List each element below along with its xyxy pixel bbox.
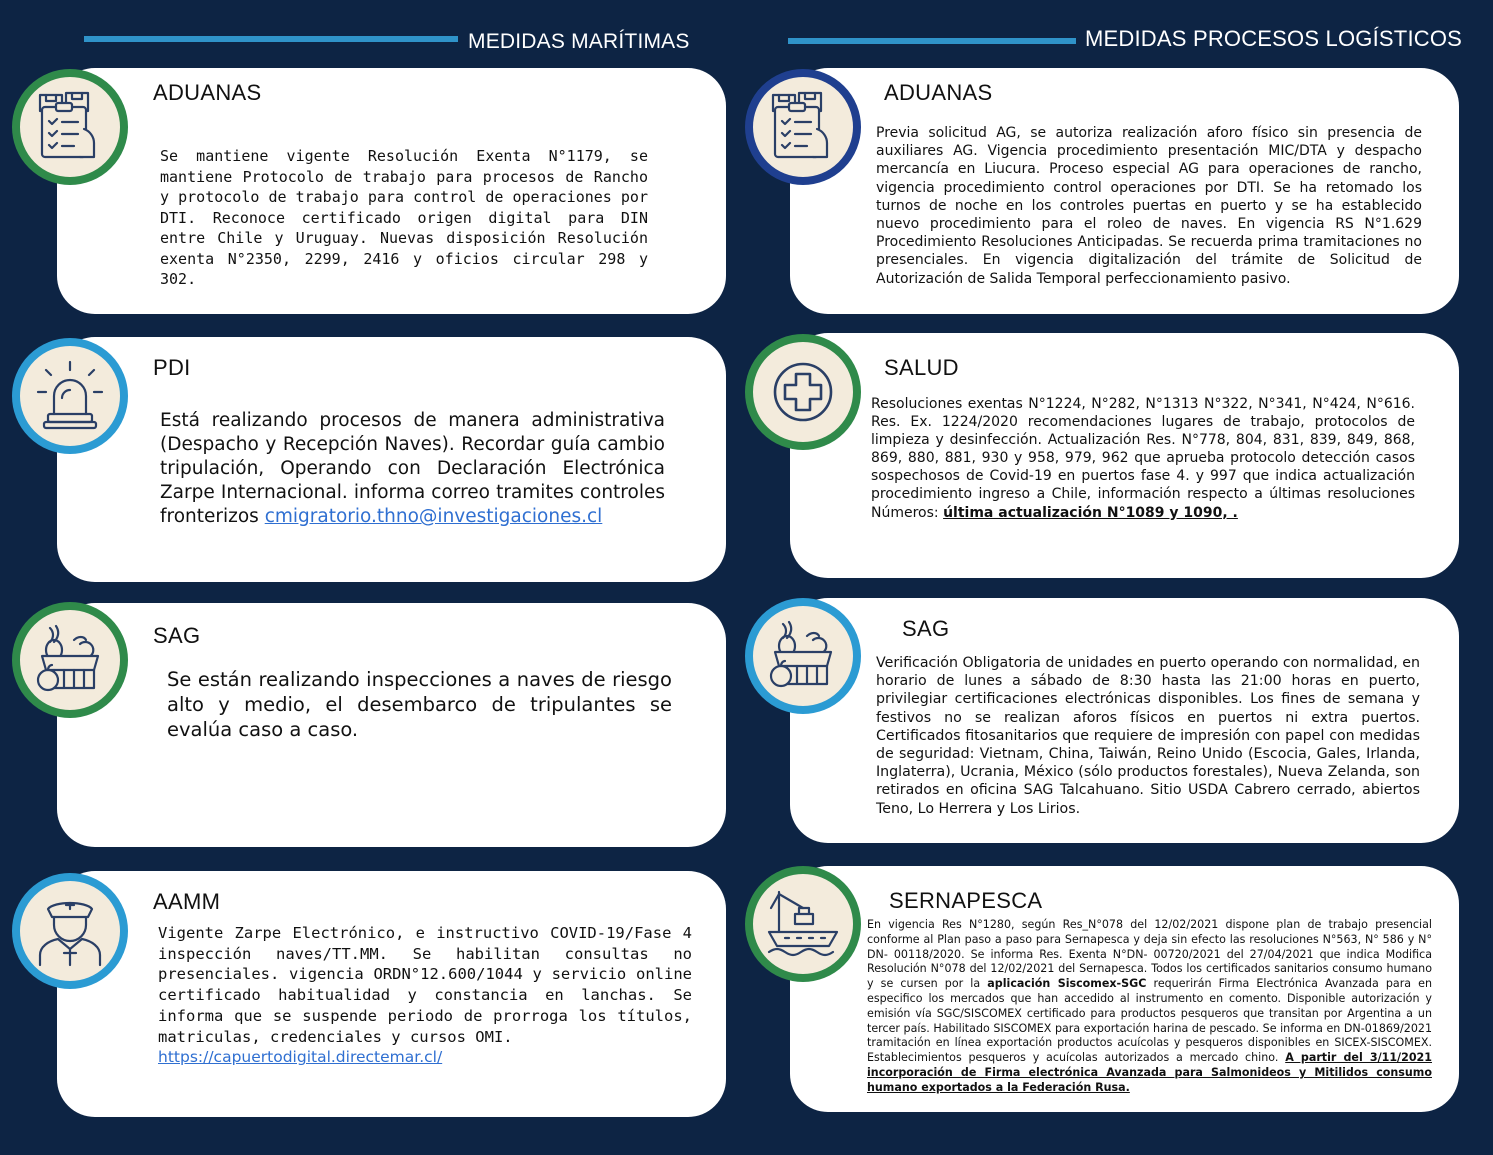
card-title: PDI: [153, 355, 191, 380]
card-body: Se están realizando inspecciones a naves de riesgo alto y medio, el desembarco de tripulantes se evalúa caso a caso.: [167, 668, 672, 741]
badge-pdi: [12, 338, 124, 450]
card-title: AAMM: [153, 889, 221, 914]
pdi-email-link[interactable]: cmigratorio.thno@investigaciones.cl: [264, 506, 603, 527]
clipboard-checklist-icon: [32, 89, 108, 165]
card-title: SERNAPESCA: [889, 888, 1043, 913]
card-title: SALUD: [884, 355, 959, 380]
navy-officer-icon: [32, 893, 108, 969]
left-column-header: [84, 22, 714, 62]
siren-icon: [32, 358, 108, 434]
pdi-text: Está realizando procesos de manera administrativa (Despacho y Recepción Naves). Recordar guía cambio tripulación, Operando con Declaración Electrónica Zarpe Internacional. informa correo tramites controles fronterizos: [160, 410, 665, 527]
card-aduanas-logisticos: [790, 68, 1459, 314]
aamm-text: Vigente Zarpe Electrónico, e instructivo COVID-19/Fase 4 inspección naves/TT.MM. Se habilitan consultas no presenciales. vigencia ORDN°12.600/1044 y servicio online certificado habitualidad y constancia en lanchas. Se informa que se suspende periodo de prorroga los títulos, matriculas, credenciales y cursos OMI.: [158, 924, 692, 1046]
sernapesca-text-b: requerirán Firma Electrónica Avanzada para en especifico los mercados que han accedido al instrumento en comento. Disponible autorización y emisión vía SGC/SISCOMEX certificado para productos pesqueros que transitan por Argentina a un tercer país. Habilitado SISCOMEX para exportación harina de pescado. Se informa en DN-01869/2021 tramitación en línea exportación productos acuícolas y pesqueros disponibles en SICEX-SISCOMEX. Establecimientos pesqueros y acuícolas autorizados a mercado chino.: [867, 977, 1433, 1065]
salud-text: Resoluciones exentas N°1224, N°282, N°1313 N°322, N°341, N°424, N°616. Res. Ex. 1224/2020 recomendaciones lugares de trabajo, protocolos de limpieza y desinfección. Actualización Res. N°778, 804, 831, 839, 849, 868, 869, 880, 881, 930 y 958, 979, 962 que aprueba protocolo detección casos sospechosos de Covid-19 en puertos fase 4. y 997 que indica actualización procedimiento ingreso a Chile, información respecto a últimas resoluciones Números:: [871, 396, 1415, 521]
salud-latest-update: última actualización N°1089 y 1090, .: [943, 504, 1238, 521]
right-header-bar: [788, 38, 1076, 44]
sernapesca-highlight: A partir del 3/11/2021 incorporación de Firma electrónica Avanzada para Salmonideos y Mitilidos consumo humano exportados a la Federación Rusa.: [867, 1051, 1432, 1094]
badge-sernapesca: [745, 866, 857, 978]
badge-sag-logisticos: [745, 598, 857, 710]
card-body: [158, 923, 692, 1068]
card-sag-logisticos: [790, 598, 1459, 843]
card-title: SAG: [153, 623, 201, 648]
clipboard-checklist-icon: [765, 89, 841, 165]
left-header-title: MEDIDAS MARÍTIMAS: [468, 30, 690, 53]
produce-basket-icon: [765, 618, 841, 694]
card-body: Se mantiene vigente Resolución Exenta N°1179, se mantiene Protocolo de trabajo para procesos de Rancho y protocolo de trabajo para control de operaciones por DTI. Reconoce certificado origen digital para DIN entre Chile y Uruguay. Nuevas disposición Resolución exenta N°2350, 2299, 2416 y oficios circular 298 y 302.: [160, 147, 648, 288]
card-pdi: [57, 337, 726, 582]
produce-basket-icon: [32, 622, 108, 698]
fishing-vessel-icon: [765, 886, 841, 962]
right-header-title: MEDIDAS PROCESOS LOGÍSTICOS: [1085, 26, 1463, 51]
card-sernapesca: [790, 866, 1459, 1112]
card-body: Previa solicitud AG, se autoriza realización aforo físico sin presencia de auxiliares AG. Vigencia procedimiento presentación MIC/DTA y despacho mercancía en Liucura. Proceso especial AG para operaciones de rancho, vigencia procedimiento control operaciones por DTI. Se ha retomado los turnos de noche en los controles puertas en puerto y se ha establecido nuevo procedimiento para el roleo de naves. En vigencia RS N°1.629 Procedimiento Resoluciones Anticipadas. Se recuerda prima tramitaciones no presenciales. En vigencia digitalización del trámite de Solicitud de Autorización de Salida Temporal perfeccionamiento pasivo.: [876, 125, 1422, 287]
card-title: ADUANAS: [884, 80, 993, 105]
card-salud: [790, 333, 1459, 578]
card-body: [867, 918, 1432, 1096]
badge-sag-maritimas: [12, 602, 124, 714]
card-body: [160, 409, 665, 529]
card-title: ADUANAS: [153, 80, 262, 105]
badge-aduanas-maritimas: [12, 69, 124, 181]
aamm-portal-link[interactable]: https://capuertodigital.directemar.cl/: [158, 1048, 443, 1067]
sernapesca-app-name: aplicación Siscomex-SGC: [987, 977, 1147, 991]
card-aamm: [57, 871, 726, 1117]
card-body: Verificación Obligatoria de unidades en puerto operando con normalidad, en horario de lunes a sábado de 8:30 hasta las 21:00 horas en puerto, privilegiar certificaciones electrónicas disponibles. Los fines de semana y festivos no se realizan aforos físicos en puertos ni extra puertos. Certificados fitosanitarios que requiere de impresión con papel con medidas de seguridad: Vietnam, China, Taiwán, Reino Unido (Escocia, Gales, Irlanda, Inglaterra), Ucrania, México (sólo productos forestales), Nueva Zelanda, son retirados en oficina SAG Talcahuano. Sitio USDA Cabrero cerrado, abiertos Teno, Lo Herrera y Los Lirios.: [876, 655, 1420, 817]
medical-cross-icon: [765, 354, 841, 430]
card-title: SAG: [902, 616, 950, 641]
left-header-bar: [84, 36, 458, 42]
card-sag-maritimas: [57, 603, 726, 847]
badge-aamm: [12, 873, 124, 985]
badge-salud: [745, 334, 857, 446]
right-column-header: [788, 22, 1478, 62]
sernapesca-text-a: En vigencia Res N°1280, según Res_N°078 del 12/02/2021 dispone plan de trabajo presencial conforme al Plan paso a paso para Sernapesca y deja sin efecto las resoluciones N°563, N° 586 y N° DN- 00118/2020. Se informa Res. Exenta N°DN- 00720/2021 del 27/04/2021 que indica Modifica Resolución N°078 del 12/02/2021 del Sernapesca. Todos los certificados sanitarios consumo humano y se cursen por la: [867, 918, 1432, 991]
badge-aduanas-logisticos: [745, 69, 857, 181]
card-body: [871, 395, 1415, 522]
card-aduanas-maritimas: [57, 68, 726, 314]
